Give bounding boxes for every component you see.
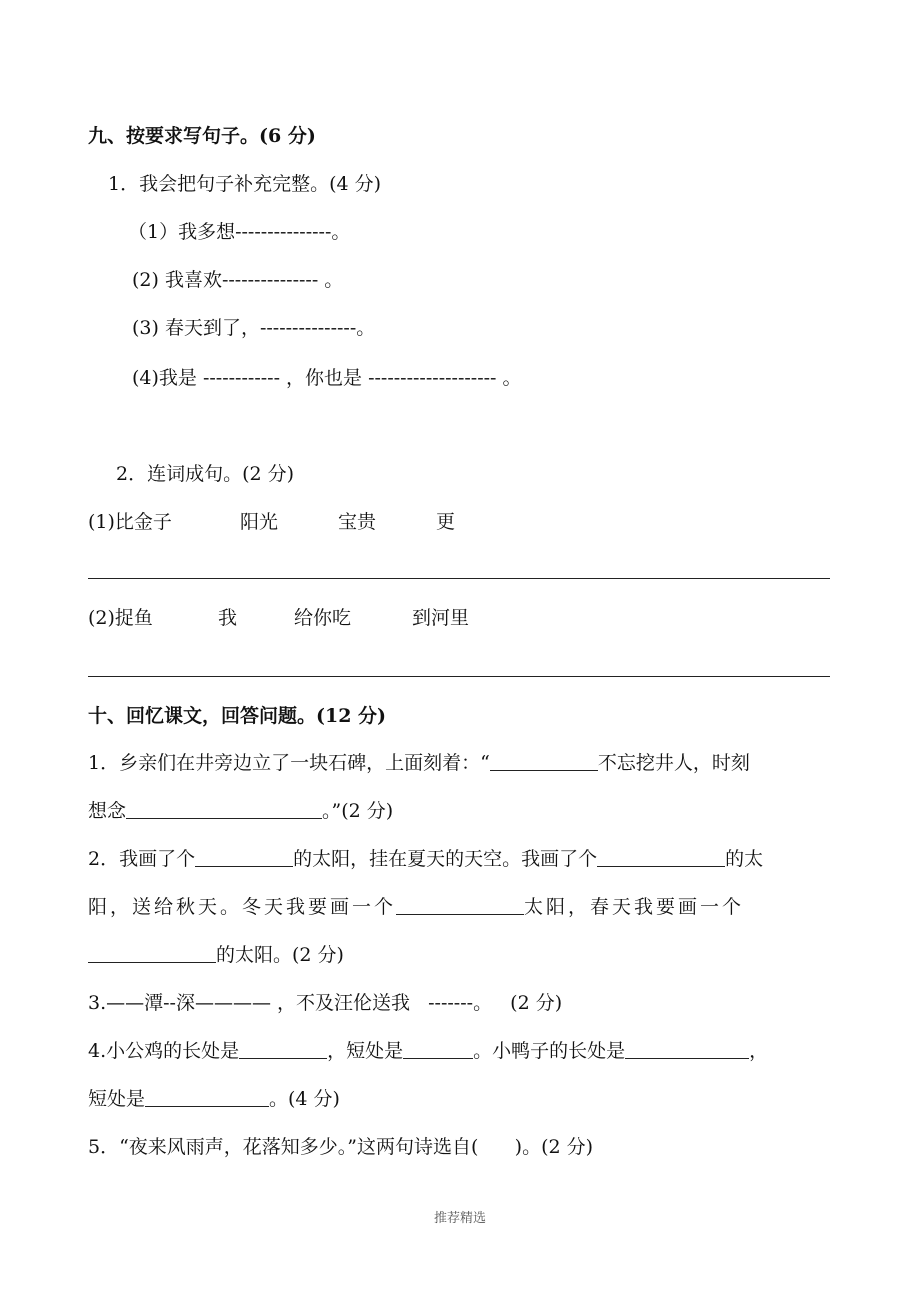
question-10-1-line-1 <box>88 751 830 775</box>
text: 想念 <box>88 800 127 822</box>
fill-blank[interactable] <box>490 752 598 771</box>
question-10-4-line-2 <box>88 1087 340 1111</box>
word-row-1-number: (1)比金子 <box>88 511 172 533</box>
answer-line[interactable] <box>88 578 830 579</box>
question-10-3: 3.——潭--深———— ，不及汪伦送我 -------。 (2 分) <box>88 992 563 1014</box>
text: 1．乡亲们在井旁边立了一块石碑，上面刻着：“ <box>88 752 490 774</box>
word-row-2-word: 我 <box>218 607 238 629</box>
section-10-heading: 十、回忆课文，回答问题。(12 分) <box>88 705 387 727</box>
text: 短处是 <box>88 1088 146 1110</box>
text: 。(4 分) <box>269 1088 340 1110</box>
text: 的太阳。(2 分) <box>216 944 344 966</box>
fill-blank[interactable] <box>88 944 216 963</box>
text: 。小鸭子的长处是 <box>473 1040 626 1062</box>
text: 不忘挖井人，时刻 <box>597 752 750 774</box>
fill-blank[interactable] <box>625 1040 749 1059</box>
question-10-1-line-2 <box>88 799 393 823</box>
fill-blank[interactable] <box>403 1040 473 1059</box>
fill-blank[interactable] <box>145 1088 269 1107</box>
word-row-1-word: 阳光 <box>240 511 279 533</box>
text: ，短处是 <box>327 1040 404 1062</box>
text: 。”(2 分) <box>322 800 394 822</box>
word-row-1-word: 更 <box>436 511 456 533</box>
text: 的太 <box>725 848 764 870</box>
text: ， <box>749 1040 769 1062</box>
fill-blank[interactable] <box>597 848 725 867</box>
word-row-2-number: (2)捉鱼 <box>88 607 153 629</box>
question-9-1-item-3: (3) 春天到了，---------------。 <box>132 317 376 339</box>
question-10-2-line-1 <box>88 847 830 871</box>
section-9-heading: 九、按要求写句子。(6 分) <box>88 125 316 147</box>
text: 4.小公鸡的长处是 <box>88 1040 240 1062</box>
question-9-2-title: 2．连词成句。(2 分) <box>116 463 295 485</box>
question-9-1-item-2: (2) 我喜欢--------------- 。 <box>132 269 344 291</box>
text: 的太阳，挂在夏天的天空。我画了个 <box>293 848 598 870</box>
fill-blank[interactable] <box>239 1040 327 1059</box>
question-9-1-item-1: （1）我多想---------------。 <box>128 221 351 243</box>
page-footer: 推荐精选 <box>433 1211 486 1226</box>
fill-blank[interactable] <box>126 800 322 819</box>
question-10-5: 5．“夜来风雨声，花落知多少。”这两句诗选自( )。(2 分) <box>88 1136 594 1158</box>
fill-blank[interactable] <box>195 848 293 867</box>
question-10-2-line-3 <box>88 943 344 967</box>
word-row-2-word: 给你吃 <box>294 607 352 629</box>
word-row-2-word: 到河里 <box>412 607 470 629</box>
text: 阳，送给秋天。冬天我要画一个 <box>88 896 397 918</box>
question-10-2-line-2 <box>88 895 744 919</box>
text: 太阳，春天我要画一个 <box>524 896 745 918</box>
question-9-1-title: 1．我会把句子补充完整。(4 分) <box>108 173 382 195</box>
question-9-1-item-4: (4)我是 ------------ ，你也是 -------------------- 。 <box>132 367 522 389</box>
fill-blank[interactable] <box>396 896 524 915</box>
word-row-1-word: 宝贵 <box>338 511 377 533</box>
text: 2．我画了个 <box>88 848 196 870</box>
question-10-4-line-1 <box>88 1039 830 1063</box>
answer-line[interactable] <box>88 676 830 677</box>
